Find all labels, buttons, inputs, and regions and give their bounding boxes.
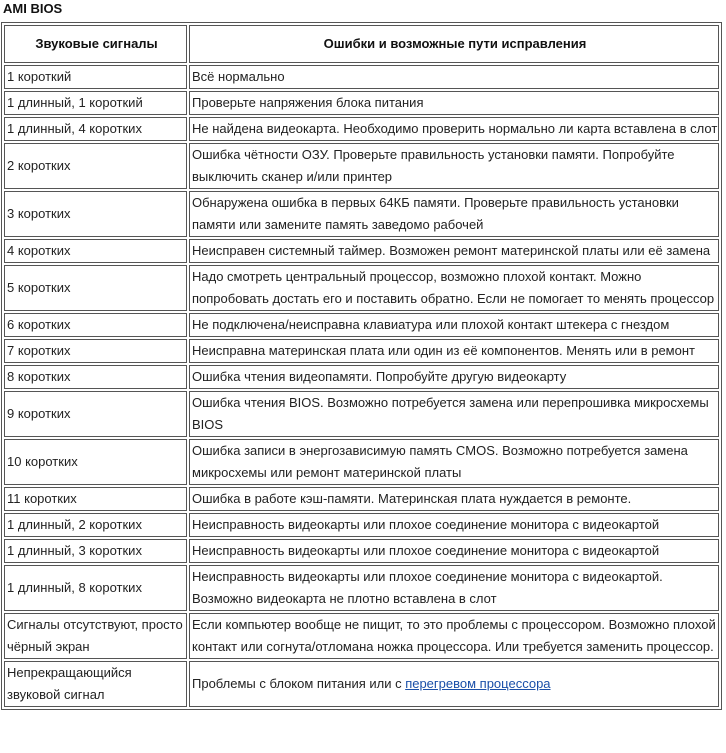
table-row xyxy=(4,539,719,563)
signal-cell: 1 длинный, 8 коротких xyxy=(4,565,187,611)
error-cell: Ошибка чётности ОЗУ. Проверьте правильность установки памяти. Попробуйте выключить сканер и/или принтер xyxy=(189,143,719,189)
table-row xyxy=(4,391,719,437)
signal-cell: 9 коротких xyxy=(4,391,187,437)
error-cell: Неисправность видеокарты или плохое соединение монитора с видеокартой xyxy=(189,539,719,563)
error-cell xyxy=(189,661,719,707)
error-cell: Ошибка в работе кэш-памяти. Материнская плата нуждается в ремонте. xyxy=(189,487,719,511)
table-row xyxy=(4,487,719,511)
table-row xyxy=(4,339,719,363)
error-cell: Обнаружена ошибка в первых 64КБ памяти. Проверьте правильность установки памяти или замените память заведомо рабочей xyxy=(189,191,719,237)
error-cell: Неисправность видеокарты или плохое соединение монитора с видеокартой. Возможно видеокарта не плотно вставлена в слот xyxy=(189,565,719,611)
table-row xyxy=(4,265,719,311)
signal-cell: 1 длинный, 1 короткий xyxy=(4,91,187,115)
signal-cell: 8 коротких xyxy=(4,365,187,389)
signal-cell: 1 длинный, 2 коротких xyxy=(4,513,187,537)
signal-cell: 4 коротких xyxy=(4,239,187,263)
error-cell: Неисправна материнская плата или один из её компонентов. Менять или в ремонт xyxy=(189,339,719,363)
signal-cell: 2 коротких xyxy=(4,143,187,189)
table-row xyxy=(4,661,719,707)
signal-cell: 1 длинный, 3 коротких xyxy=(4,539,187,563)
column-header-signals: Звуковые сигналы xyxy=(4,25,187,63)
error-text: Проблемы с блоком питания или с xyxy=(192,676,406,691)
error-cell: Ошибка чтения BIOS. Возможно потребуется замена или перепрошивка микросхемы BIOS xyxy=(189,391,719,437)
error-cell: Проверьте напряжения блока питания xyxy=(189,91,719,115)
table-row xyxy=(4,439,719,485)
signal-cell: 1 короткий xyxy=(4,65,187,89)
error-cell: Не подключена/неисправна клавиатура или плохой контакт штекера с гнездом xyxy=(189,313,719,337)
signal-cell: 6 коротких xyxy=(4,313,187,337)
error-cell: Не найдена видеокарта. Необходимо проверить нормально ли карта вставлена в слот xyxy=(189,117,719,141)
table-row xyxy=(4,565,719,611)
column-header-errors: Ошибки и возможные пути исправления xyxy=(189,25,719,63)
error-cell: Ошибка записи в энергозависимую память CMOS. Возможно потребуется замена микросхемы или ремонт материнской платы xyxy=(189,439,719,485)
table-row xyxy=(4,239,719,263)
signal-cell: 10 коротких xyxy=(4,439,187,485)
table-header-row xyxy=(4,25,719,63)
table-row xyxy=(4,91,719,115)
table-row xyxy=(4,191,719,237)
table-row xyxy=(4,613,719,659)
beep-codes-table xyxy=(1,22,722,710)
signal-cell: 11 коротких xyxy=(4,487,187,511)
signal-cell: 1 длинный, 4 коротких xyxy=(4,117,187,141)
signal-cell: Сигналы отсутствуют, просто чёрный экран xyxy=(4,613,187,659)
table-row xyxy=(4,117,719,141)
signal-cell: 5 коротких xyxy=(4,265,187,311)
error-cell: Всё нормально xyxy=(189,65,719,89)
error-cell: Если компьютер вообще не пищит, то это проблемы с процессором. Возможно плохой контакт или согнута/отломана ножка процессора. Или требуется заменить процессор. xyxy=(189,613,719,659)
table-row xyxy=(4,513,719,537)
error-cell: Ошибка чтения видеопамяти. Попробуйте другую видеокарту xyxy=(189,365,719,389)
error-cell: Неисправность видеокарты или плохое соединение монитора с видеокартой xyxy=(189,513,719,537)
table-row xyxy=(4,313,719,337)
table-row xyxy=(4,365,719,389)
signal-cell: 7 коротких xyxy=(4,339,187,363)
signal-cell: Непрекращающийся звуковой сигнал xyxy=(4,661,187,707)
table-row xyxy=(4,143,719,189)
signal-cell: 3 коротких xyxy=(4,191,187,237)
error-cell: Надо смотреть центральный процессор, возможно плохой контакт. Можно попробовать достать его и поставить обратно. Если не помогает то менять процессор xyxy=(189,265,719,311)
overheating-link[interactable]: перегревом процессора xyxy=(405,676,551,691)
page-title: AMI BIOS xyxy=(3,1,63,16)
error-cell: Неисправен системный таймер. Возможен ремонт материнской платы или её замена xyxy=(189,239,719,263)
table-row xyxy=(4,65,719,89)
